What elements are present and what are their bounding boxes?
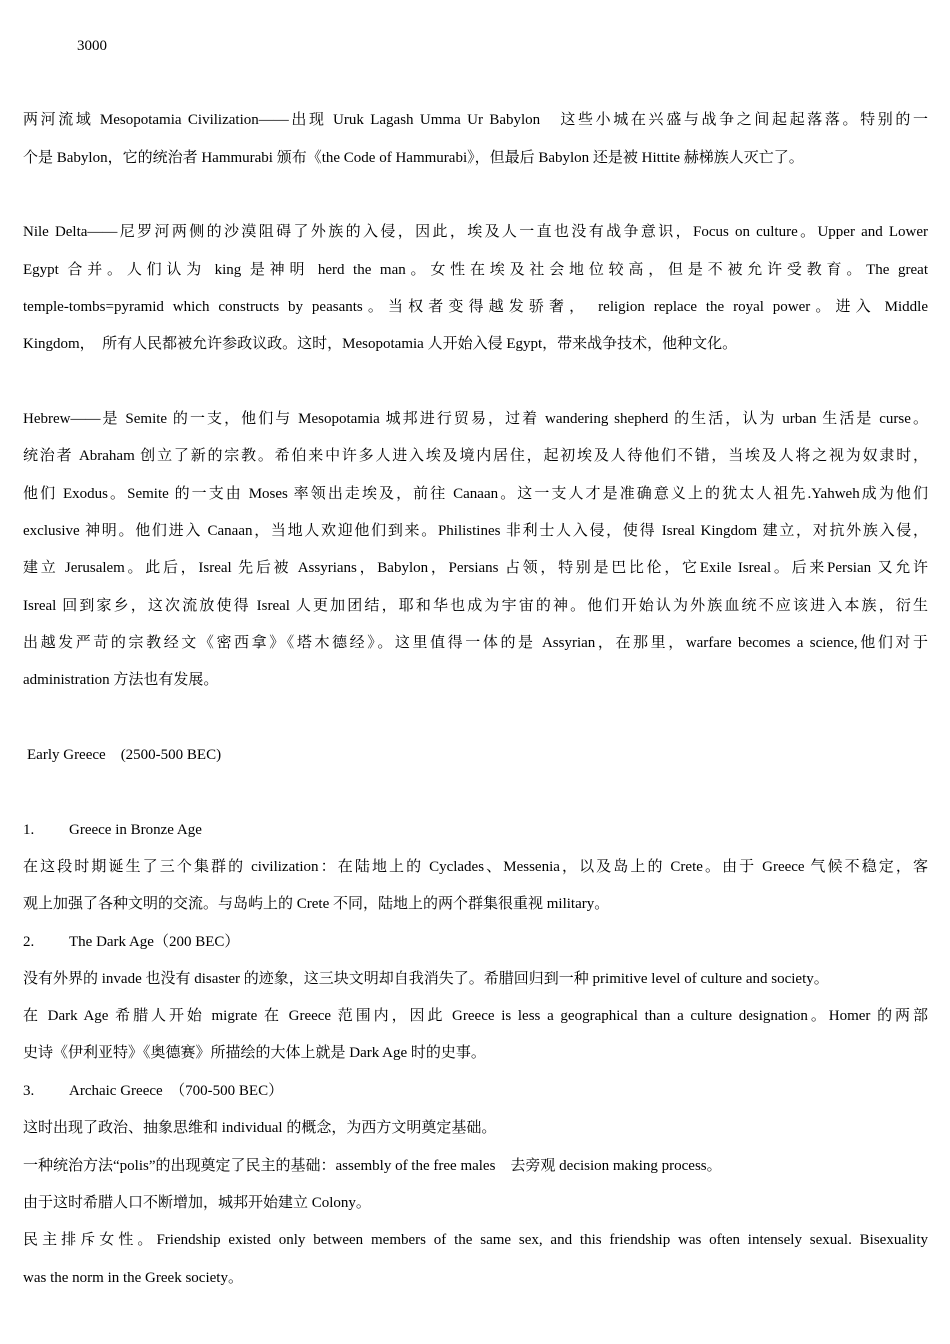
section-heading (23, 820, 202, 840)
section-heading (23, 932, 239, 952)
hebrew-line-5: 建立 Jerusalem。此后，Isreal 先后被 Assyrians，Babylon，Persians 占领，特别是巴比伦，它Exile Isreal。后来Persian 又允许 (23, 560, 928, 576)
hebrew-line-3: 他们 Exodus。Semite 的一支由 Moses 率领出走埃及，前往 Canaan。这一支人才是准确意义上的犹太人祖先.Yahweh成为他们 (23, 486, 928, 502)
section-1-line-2: 观上加强了各种文明的交流。与岛屿上的 Crete 不同，陆地上的两个群集很重视 military。 (23, 896, 610, 912)
section-1-line-1: 在这段时期诞生了三个集群的 civilization：在陆地上的 Cyclades、Messenia，以及岛上的 Crete。由于 Greece 气候不稳定，客 (23, 859, 928, 875)
section-number: 2. (23, 934, 35, 950)
nile-line-1: Nile Delta——尼罗河两侧的沙漠阻碍了外族的入侵，因此，埃及人一直也没有战争意识，Focus on culture。Upper and Lower (23, 224, 928, 240)
hebrew-line-7: 出越发严苛的宗教经文《密西拿》《塔木德经》。这里值得一体的是 Assyrian，在那里，warfare becomes a science,他们对于 (23, 635, 928, 651)
section-2-line-2: 在 Dark Age 希腊人开始 migrate 在 Greece 范围内，因此 Greece is less a geographical than a culture designation。Homer 的两部 (23, 1008, 928, 1024)
section-number: 1. (23, 822, 35, 838)
section-2-line-3: 史诗《伊利亚特》《奥德赛》所描绘的大体上就是 Dark Age 时的史事。 (23, 1045, 486, 1061)
nile-line-2: Egypt 合并。人们认为 king 是神明 herd the man。女性在埃及社会地位较高，但是不被允许受教育。The great (23, 262, 928, 278)
section-3-line-1: 这时出现了政治、抽象思维和 individual 的概念，为西方文明奠定基础。 (23, 1120, 497, 1136)
mesopotamia-line-1: 两河流域 Mesopotamia Civilization——出现 Uruk Lagash Umma Ur Babylon 这些小城在兴盛与战争之间起起落落。特别的一 (23, 112, 928, 128)
section-number: 3. (23, 1083, 35, 1099)
section-heading (23, 1081, 283, 1101)
nile-line-3: temple-tombs=pyramid which constructs by peasants。当权者变得越发骄奢， religion replace the royal power。进入 Middle (23, 299, 928, 315)
section-3-line-3: 由于这时希腊人口不断增加，城邦开始建立 Colony。 (23, 1195, 371, 1211)
hebrew-line-8: administration 方法也有发展。 (23, 672, 219, 688)
section-2-line-1: 没有外界的 invade 也没有 disaster 的迹象，这三块文明却自我消失了。希腊回归到一种 primitive level of culture and society。 (23, 971, 829, 987)
section-3-line-4: 民主排斥女性。Friendship existed only between members of the same sex, and this friendship was often intensely sexual. Bisexuality (23, 1232, 928, 1248)
hebrew-line-1: Hebrew——是 Semite 的一支，他们与 Mesopotamia 城邦进行贸易，过着 wandering shepherd 的生活，认为 urban 生活是 curse。 (23, 411, 928, 427)
section-title: Greece in Bronze Age (69, 822, 202, 838)
hebrew-line-6: Isreal 回到家乡，这次流放使得 Isreal 人更加团结，耶和华也成为宇宙的神。他们开始认为外族血统不应该进入本族，衍生 (23, 598, 928, 614)
section-title: Archaic Greece （700-500 BEC） (69, 1083, 284, 1099)
mesopotamia-line-2: 个是 Babylon，它的统治者 Hammurabi 颁布《the Code of Hammurabi》，但最后 Babylon 还是被 Hittite 赫梯族人灭亡了。 (23, 150, 804, 166)
section-title: The Dark Age（200 BEC） (69, 934, 240, 950)
page-number: 3000 (77, 38, 107, 54)
early-greece-heading: Early Greece (2500-500 BEC) (27, 747, 222, 763)
nile-line-4: Kingdom， 所有人民都被允许参政议政。这时，Mesopotamia 人开始入侵 Egypt，带来战争技术，他种文化。 (23, 336, 738, 352)
section-3-line-5: was the norm in the Greek society。 (23, 1270, 243, 1286)
section-3-line-2: 一种统治方法“polis”的出现奠定了民主的基础：assembly of the free males 去旁观 decision making process。 (23, 1158, 722, 1174)
hebrew-line-4: exclusive 神明。他们进入 Canaan，当地人欢迎他们到来。Philistines 非利士人入侵，使得 Isreal Kingdom 建立，对抗外族入侵， (23, 523, 928, 539)
hebrew-line-2: 统治者 Abraham 创立了新的宗教。希伯来中许多人进入埃及境内居住，起初埃及人待他们不错，当埃及人将之视为奴隶时， (23, 448, 928, 464)
